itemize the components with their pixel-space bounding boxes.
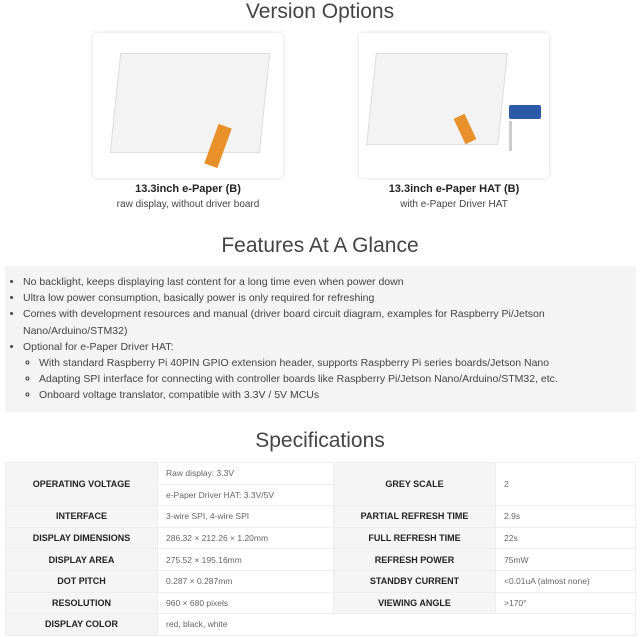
feature-subitem: ◦ Adapting SPI interface for connecting with controller boards like Raspberry Pi/Jetson Nano/Arduino/STM32, etc. — [39, 371, 636, 387]
version-title: 13.3inch e-Paper (B) — [135, 183, 241, 195]
table-row — [6, 592, 636, 614]
spec-label: DOT PITCH — [6, 570, 158, 592]
epaper-panel-image — [366, 53, 508, 145]
product-image-hat[interactable] — [359, 33, 549, 178]
driver-hat-image — [509, 105, 541, 119]
spec-label: REFRESH POWER — [334, 549, 496, 571]
feature-item: • No backlight, keeps displaying last content for a long time even when power down — [23, 274, 636, 290]
features-list — [5, 266, 636, 412]
table-row — [6, 570, 636, 592]
spec-value: e-Paper Driver HAT: 3.3V/5V — [158, 484, 334, 506]
table-row — [6, 614, 636, 636]
spec-label: INTERFACE — [6, 506, 158, 528]
table-row — [6, 527, 636, 549]
spec-value: <0.01uA (almost none) — [496, 570, 636, 592]
version-subtitle: with e-Paper Driver HAT — [400, 199, 508, 210]
spec-value: 960 × 680 pixels — [158, 592, 334, 614]
version-title: 13.3inch e-Paper HAT (B) — [388, 183, 520, 195]
spec-label: OPERATING VOLTAGE — [6, 463, 158, 506]
spec-value: 75mW — [496, 549, 636, 571]
spec-value: red, black, white — [158, 614, 636, 636]
feature-item: • Optional for e-Paper Driver HAT: ◦ With standard Raspberry Pi 40PIN GPIO extension header, supports Raspberry Pi series boards/Jetson Nano ◦ Adapting SPI interface for connecting with controller boards like Raspberry Pi/Jetson Nano/Arduino/STM32, etc. ◦ Onboard voltage translator, compatible with 3.3V / 5V MCUs — [23, 339, 636, 404]
feature-item: • Comes with development resources and manual (driver board circuit diagram, examples for Raspberry Pi/Jetson Nano/Arduino/STM32) — [23, 306, 636, 338]
table-row — [6, 463, 636, 485]
table-row — [6, 506, 636, 528]
spec-label: DISPLAY AREA — [6, 549, 158, 571]
spec-value: >170° — [496, 592, 636, 614]
spec-label: RESOLUTION — [6, 592, 158, 614]
features-heading: Features At A Glance — [221, 234, 419, 257]
product-image-raw[interactable] — [93, 33, 283, 178]
spec-label: VIEWING ANGLE — [334, 592, 496, 614]
spec-label: STANDBY CURRENT — [334, 570, 496, 592]
cable-image — [509, 121, 512, 151]
spec-value: 275.52 × 195.16mm — [158, 549, 334, 571]
spec-value: 3-wire SPI, 4-wire SPI — [158, 506, 334, 528]
version-options-heading: Version Options — [245, 0, 395, 23]
version-subtitle: raw display, without driver board — [116, 199, 260, 210]
feature-subitem: ◦ Onboard voltage translator, compatible with 3.3V / 5V MCUs — [39, 387, 636, 403]
spec-label: PARTIAL REFRESH TIME — [334, 506, 496, 528]
epaper-panel-image — [110, 53, 271, 153]
spec-value: 2 — [496, 463, 636, 506]
spec-label: FULL REFRESH TIME — [334, 527, 496, 549]
spec-label: GREY SCALE — [334, 463, 496, 506]
spec-value: 22s — [496, 527, 636, 549]
spec-label: DISPLAY COLOR — [6, 614, 158, 636]
spec-value: Raw display: 3.3V — [158, 463, 334, 485]
spec-value: 286.32 × 212.26 × 1.20mm — [158, 527, 334, 549]
feature-item: • Ultra low power consumption, basically power is only required for refreshing — [23, 290, 636, 306]
spec-label: DISPLAY DIMENSIONS — [6, 527, 158, 549]
specifications-table — [5, 462, 636, 636]
spec-value: 0.287 × 0.287mm — [158, 570, 334, 592]
feature-subitem: ◦ With standard Raspberry Pi 40PIN GPIO extension header, supports Raspberry Pi series boards/Jetson Nano — [39, 355, 636, 371]
spec-value: 2.9s — [496, 506, 636, 528]
table-row — [6, 549, 636, 571]
specifications-heading: Specifications — [255, 429, 385, 452]
